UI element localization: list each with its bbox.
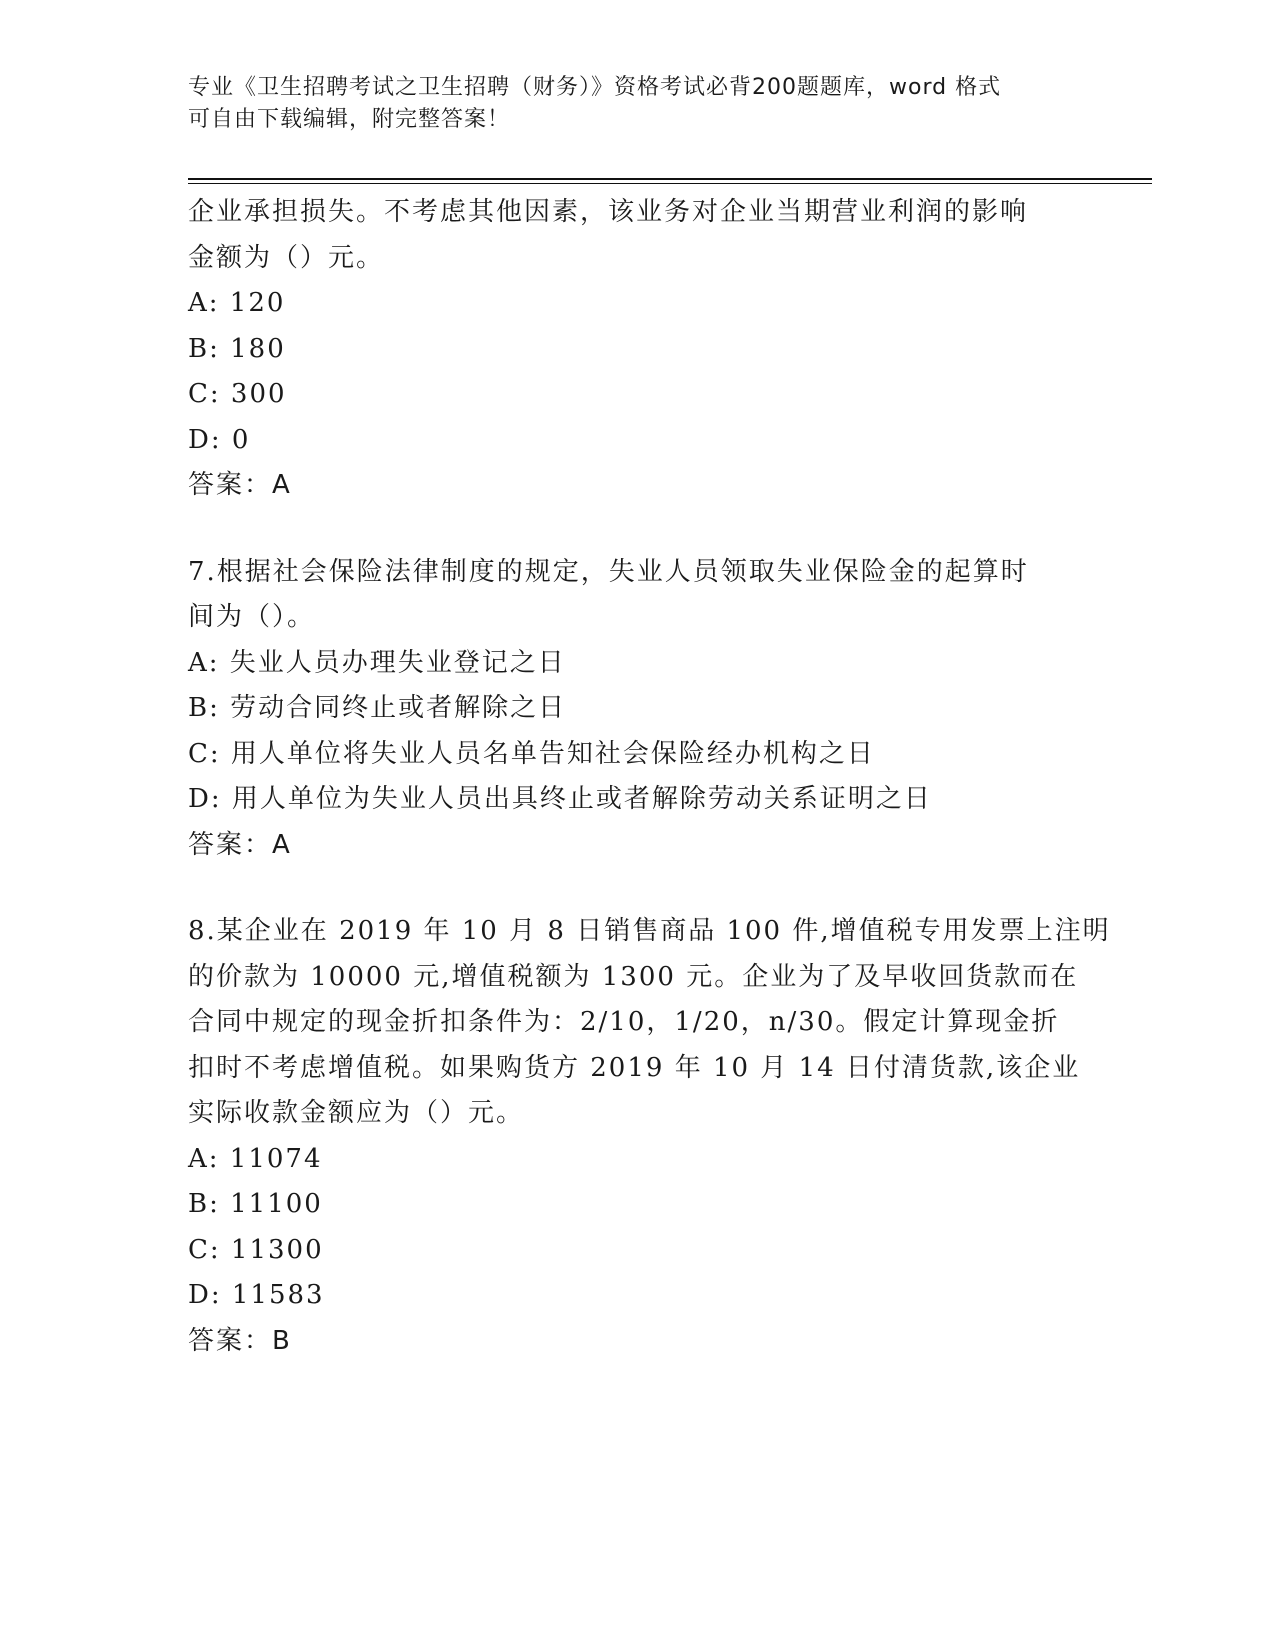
question-stem-line: 8.某企业在 2019 年 10 月 8 日销售商品 100 件,增值税专用发票上注明 <box>188 916 1111 946</box>
option-b: B: 劳动合同终止或者解除之日 <box>188 693 567 723</box>
answer-label: 答案：B <box>188 1325 292 1356</box>
option-b: B: 11100 <box>188 1189 323 1219</box>
question-stem-line: 企业承担损失。不考虑其他因素，该业务对企业当期营业利润的影响 <box>188 197 1029 227</box>
answer-label: 答案：A <box>188 470 292 500</box>
document-header <box>188 72 1068 136</box>
option-d: D: 0 <box>188 424 251 455</box>
header-divider-thin <box>188 183 1152 184</box>
question-spacer <box>188 868 1088 909</box>
question-8 <box>188 909 1111 1364</box>
header-title-line-1: 专业《卫生招聘考试之卫生招聘（财务）》资格考试必背200题题库，word 格式 <box>188 75 1002 100</box>
option-c: C: 用人单位将失业人员名单告知社会保险经办机构之日 <box>188 738 875 769</box>
option-c: C: 11300 <box>188 1234 324 1265</box>
question-7 <box>188 550 1088 869</box>
option-a: A: 11074 <box>188 1143 323 1174</box>
question-stem-line: 7.根据社会保险法律制度的规定，失业人员领取失业保险金的起算时 <box>188 556 1029 587</box>
header-divider-thick <box>188 178 1152 180</box>
option-a: A: 失业人员办理失业登记之日 <box>188 647 566 678</box>
question-stem-line: 间为（）。 <box>188 602 316 632</box>
question-stem-line: 合同中规定的现金折扣条件为：2/10，1/20，n/30。假定计算现金折 <box>188 1007 1060 1037</box>
question-list <box>188 190 1111 1364</box>
question-stem-line: 金额为（）元。 <box>188 242 385 273</box>
option-d: D: 11583 <box>188 1280 325 1310</box>
question-6 <box>188 190 1088 509</box>
question-stem-line: 扣时不考虑增值税。如果购货方 2019 年 10 月 14 日付清货款,该企业 <box>188 1052 1081 1083</box>
question-stem-line: 的价款为 10000 元,增值税额为 1300 元。企业为了及早收回货款而在 <box>188 961 1079 992</box>
answer-label: 答案：A <box>188 829 292 860</box>
option-d: D: 用人单位为失业人员出具终止或者解除劳动关系证明之日 <box>188 784 932 814</box>
question-spacer <box>188 509 1088 550</box>
option-c: C: 300 <box>188 379 287 409</box>
header-title-line-2: 可自由下载编辑，附完整答案！ <box>188 107 511 132</box>
option-b: B: 180 <box>188 333 286 364</box>
question-stem-line: 实际收款金额应为（）元。 <box>188 1098 525 1128</box>
option-a: A: 120 <box>188 288 286 318</box>
